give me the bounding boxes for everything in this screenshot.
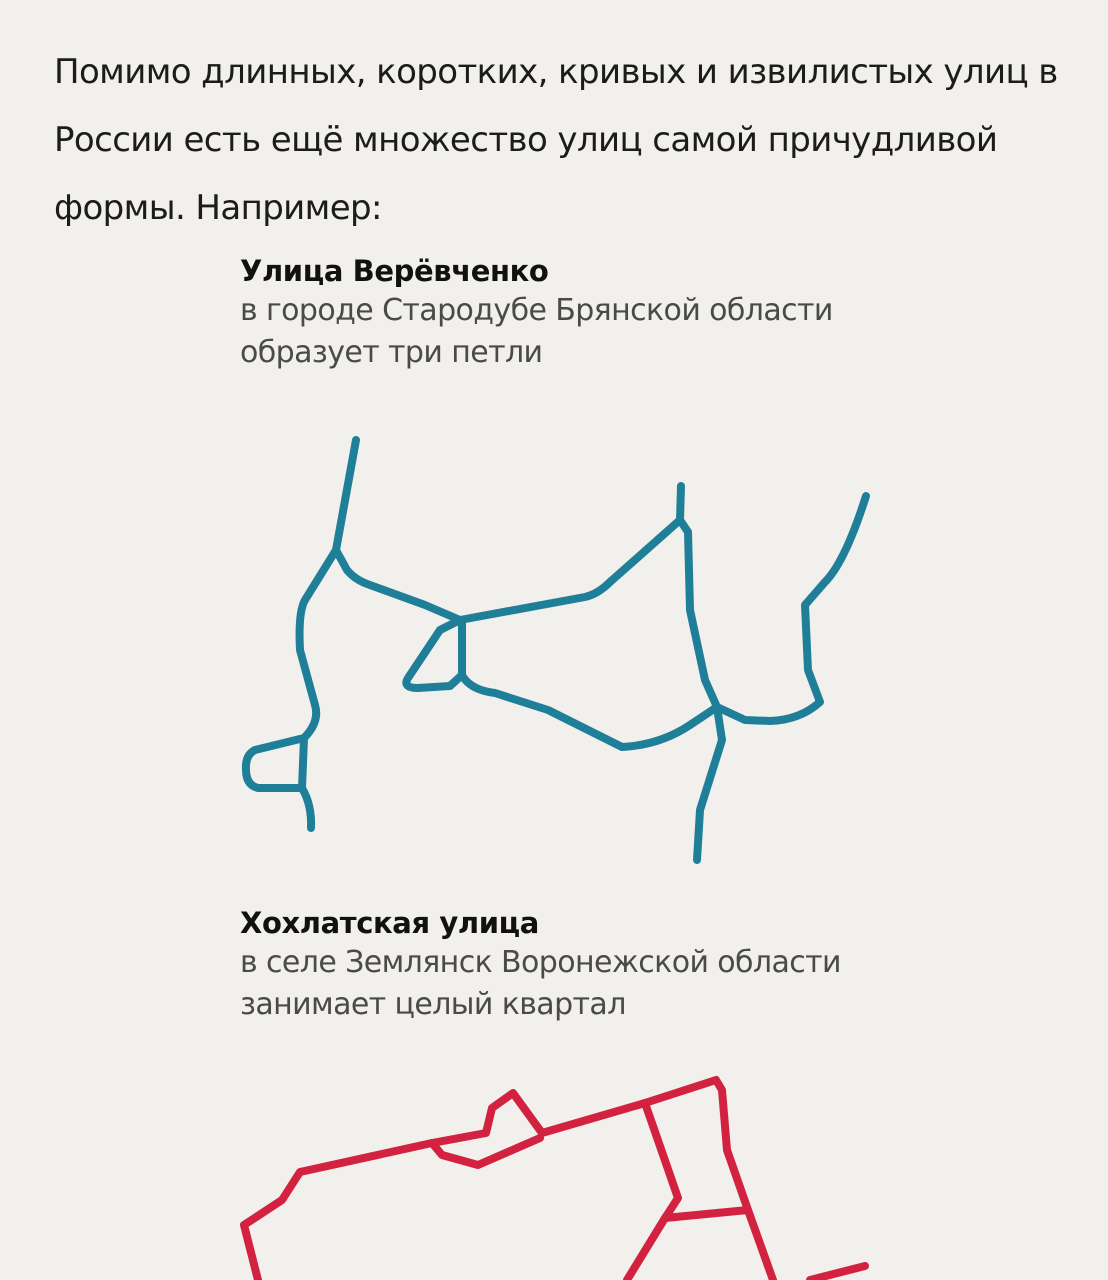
street-segment: [627, 1218, 665, 1280]
street-segment: [244, 1143, 432, 1280]
street-fact: образует три петли: [240, 335, 543, 370]
street-segment: [810, 1266, 865, 1280]
street-location: в селе Землянск Воронежской области: [240, 945, 841, 980]
street-title: Улица Верёвченко: [240, 254, 549, 288]
intro-text: Помимо длинных, коротких, кривых и извилистых улиц в России есть ещё множество улиц самой причудливой формы. Например:: [54, 52, 1058, 228]
street-segment: [432, 1080, 773, 1280]
street-shape-khokhlatskaya: [244, 1080, 865, 1280]
street-title: Хохлатская улица: [240, 906, 539, 940]
street-fact: занимает целый квартал: [240, 987, 626, 1022]
street-location: в городе Стародубе Брянской области: [240, 293, 833, 328]
